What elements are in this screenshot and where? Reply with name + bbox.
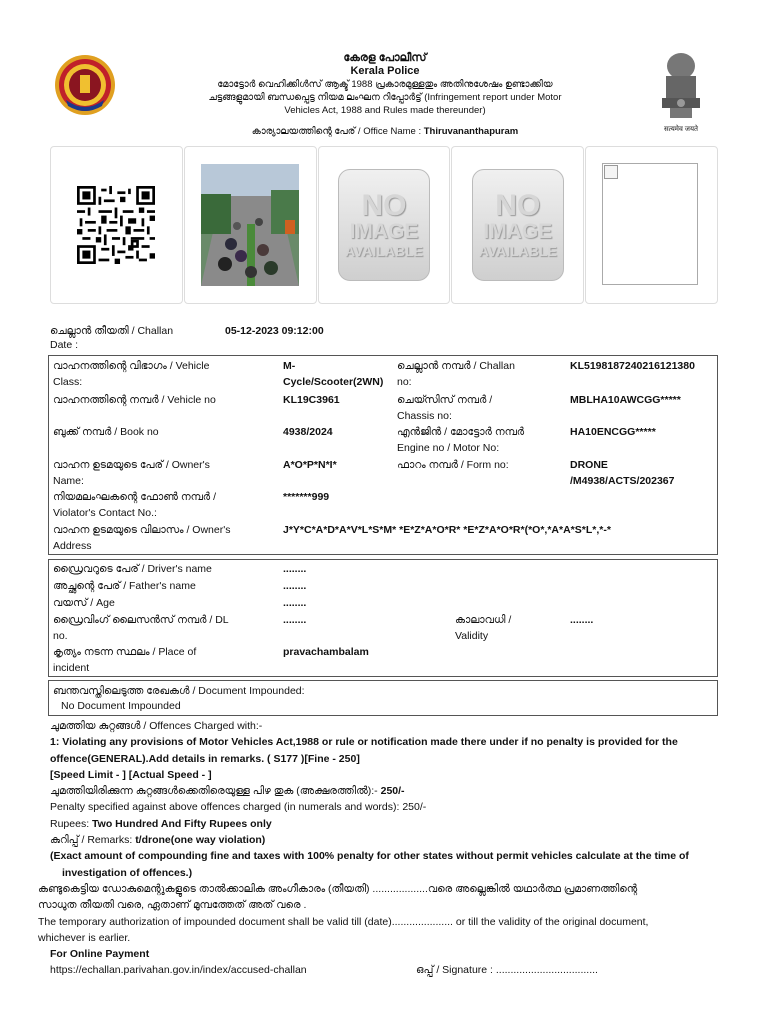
chassis-label-1: ചെയ്സിസ് നമ്പർ / bbox=[397, 394, 493, 406]
offence-item-1-line1: 1: Violating any provisions of Motor Vehicles Act,1988 or rule or notification made there under if no penalty is provided for the bbox=[50, 736, 678, 749]
no-image-text-2: IMAGE bbox=[349, 220, 419, 243]
address-value: J*Y*C*A*D*A*V*L*S*M* *E*Z*A*O*R* *E*Z*A*O*R*(*O*,*A*A*S*L*,*-* bbox=[283, 524, 611, 536]
authorization-ml-1: കണ്ടുകെട്ടിയ ഡോകുമെന്റുകളുടെ താൽക്കാലിക അംഗീകാരം (തീയതി) ...................വരെ അല്ലെങ്കിൽ യഥാർത്ഥ പ്രമാണത്തിന്റെ bbox=[38, 882, 638, 895]
remarks-value: t/drone(one way violation) bbox=[135, 834, 266, 847]
place-value: pravachambalam bbox=[283, 646, 369, 658]
challan-date-label-line1: ചെല്ലാൻ തീയതി / Challan bbox=[50, 325, 174, 337]
vehicle-class-label-2: Class: bbox=[53, 376, 83, 388]
father-name-label: അച്ഛന്റെ പേര് / Father's name bbox=[53, 580, 196, 592]
authorization-ml-2: സാധുത തീയതി വരെ, ഏതാണ് മുമ്പത്തേത് അത് വരെ . bbox=[38, 899, 307, 912]
dl-label-1: ഡ്രൈവിംഗ് ലൈസൻസ് നമ്പർ / DL bbox=[53, 614, 229, 626]
broken-image-icon bbox=[604, 165, 618, 179]
challan-no-label-1: ചെല്ലാൻ നമ്പർ / Challan bbox=[397, 360, 515, 372]
rupees-label: Rupees: bbox=[50, 817, 90, 830]
age-value: ........ bbox=[283, 597, 307, 609]
driver-details-box bbox=[48, 559, 718, 677]
address-label-1: വാഹന ഉടമയുടെ വിലാസം / Owner's bbox=[53, 524, 231, 536]
contact-label-1: നിയമലംഘകന്റെ ഫോൺ നമ്പർ / bbox=[53, 491, 216, 503]
challan-no-label-2: no: bbox=[397, 376, 412, 388]
online-payment-label: For Online Payment bbox=[50, 948, 150, 961]
place-label-1: കൃത്യം നടന്ന സ്ഥലം / Place of bbox=[53, 646, 197, 658]
engine-value: HA10ENCGG***** bbox=[570, 426, 656, 438]
qr-code-cell bbox=[50, 146, 183, 304]
payment-link[interactable]: https://echallan.parivahan.gov.in/index/accused-challan bbox=[50, 964, 307, 976]
note-line2: investigation of offences.) bbox=[62, 866, 193, 879]
challan-no-value: KL5198187240216121380 bbox=[570, 360, 695, 372]
book-no-label: ബുക്ക് നമ്പർ / Book no bbox=[53, 426, 159, 438]
owner-name-value: A*O*P*N*I* bbox=[283, 459, 337, 471]
traffic-photo-cell bbox=[184, 146, 317, 304]
father-name-value: ........ bbox=[283, 580, 307, 592]
contact-value: *******999 bbox=[283, 491, 330, 503]
office-name bbox=[190, 125, 580, 138]
validity-value: ........ bbox=[570, 614, 594, 626]
no-image-placeholder bbox=[472, 169, 564, 281]
traffic-photo[interactable] bbox=[201, 164, 299, 286]
vehicle-details-box bbox=[48, 355, 718, 555]
no-image-text-2: IMAGE bbox=[483, 220, 553, 243]
document-label: ബന്തവസ്തിലെടുത്ത രേഖകൾ / Document Impounded: bbox=[53, 685, 305, 697]
office-value: Thiruvananthapuram bbox=[423, 126, 519, 137]
no-image-text-3: AVAILABLE bbox=[344, 243, 423, 259]
evidence-images bbox=[50, 146, 718, 304]
no-image-text-1: NO bbox=[361, 189, 407, 222]
no-image-text-3: AVAILABLE bbox=[478, 243, 557, 259]
document-header bbox=[0, 48, 768, 143]
vehicle-no-value: KL19C3961 bbox=[283, 394, 340, 406]
address-label-2: Address bbox=[53, 540, 92, 552]
title-malayalam: കേരള പോലീസ് bbox=[343, 52, 427, 64]
no-image-cell-1 bbox=[318, 146, 451, 304]
vehicle-no-label: വാഹനത്തിന്റെ നമ്പർ / Vehicle no bbox=[53, 394, 216, 406]
vehicle-class-value-2: Cycle/Scooter(2WN) bbox=[283, 376, 384, 388]
document-value: No Document Impounded bbox=[61, 700, 181, 712]
age-label: വയസ് / Age bbox=[53, 597, 115, 609]
authorization-en-2: whichever is earlier. bbox=[38, 931, 131, 944]
no-image-text-1: NO bbox=[495, 189, 541, 222]
penalty-ml-label: ചുമത്തിയിരിക്കുന്ന കുറ്റങ്ങൾക്കെതിരെയുള്ള പിഴ തുക (അക്ഷരത്തിൽ):- bbox=[50, 785, 378, 798]
title-english: Kerala Police bbox=[350, 65, 420, 77]
place-label-2: incident bbox=[53, 662, 90, 674]
contact-label-2: Violator's Contact No.: bbox=[53, 507, 157, 519]
document-impounded-box bbox=[48, 680, 718, 716]
driver-name-value: ........ bbox=[283, 563, 307, 575]
owner-name-label-2: Name: bbox=[53, 475, 84, 487]
broken-image-cell bbox=[585, 146, 718, 304]
offences-section bbox=[38, 718, 728, 962]
form-no-value-1: DRONE bbox=[570, 459, 608, 471]
penalty-ml bbox=[48, 783, 728, 799]
rupees-value: Two Hundred And Fifty Rupees only bbox=[92, 817, 272, 830]
form-no-label: ഫാറം നമ്പർ / Form no: bbox=[397, 459, 509, 471]
national-emblem bbox=[656, 50, 706, 134]
validity-label-1: കാലാവധി / bbox=[455, 614, 512, 626]
authorization-en-1: The temporary authorization of impounded document shall be valid till (date)..................... or till the validity of the original document, bbox=[38, 915, 649, 928]
signature-line: ഒപ്പ് / Signature : ................................... bbox=[416, 964, 598, 976]
vehicle-class-value-1: M- bbox=[283, 360, 296, 372]
offence-item-1-line3: [Speed Limit - ] [Actual Speed - ] bbox=[50, 768, 212, 781]
penalty-en: Penalty specified against above offences charged (in numerals and words): 250/- bbox=[50, 801, 427, 814]
office-label: കാര്യാലയത്തിന്റെ പേര് / Office Name : bbox=[251, 126, 422, 137]
no-image-cell-2 bbox=[451, 146, 584, 304]
form-no-value-2: /M4938/ACTS/202367 bbox=[570, 475, 675, 487]
book-no-value: 4938/2024 bbox=[283, 426, 333, 438]
no-image-placeholder bbox=[338, 169, 430, 281]
remarks-row bbox=[48, 832, 728, 848]
dl-label-2: no. bbox=[53, 630, 68, 642]
owner-name-label-1: വാഹന ഉടമയുടെ പേര് / Owner's bbox=[53, 459, 210, 471]
offence-item-1-line2: offence(GENERAL).Add details in remarks. ( S177 )[Fine - 250] bbox=[50, 752, 360, 765]
vehicle-class-label-1: വാഹനത്തിന്റെ വിഭാഗം / Vehicle bbox=[53, 360, 210, 372]
dl-value: ........ bbox=[283, 614, 307, 626]
engine-label-1: എൻജിൻ / മോട്ടോർ നമ്പർ bbox=[397, 426, 525, 438]
subtitle-line3: Vehicles Act, 1988 and Rules made thereunder) bbox=[284, 105, 486, 116]
offences-label: ചുമത്തിയ കുറ്റങ്ങൾ / Offences Charged with:- bbox=[50, 720, 263, 732]
validity-label-2: Validity bbox=[455, 630, 489, 642]
subtitle-line1: മോട്ടോർ വെഹിക്കിൾസ് ആക്ട് 1988 പ്രകാരമുള്ളതും അതിനുശേഷം ഉണ്ടാക്കിയ bbox=[217, 79, 553, 90]
chassis-value: MBLHA10AWCGG***** bbox=[570, 394, 681, 406]
penalty-ml-value: 250/- bbox=[380, 785, 405, 798]
subtitle-line2: ചട്ടങ്ങളുമായി ബന്ധപ്പെട്ട നിയമ ലംഘന റിപ്പോർട്ട് (Infringement report under Motor bbox=[208, 92, 562, 103]
note-line1: (Exact amount of compounding fine and taxes with 100% penalty for other states without permit vehicles calculate at the time of bbox=[50, 850, 689, 863]
chassis-label-2: Chassis no: bbox=[397, 410, 452, 422]
emblem-caption: सत्यमेव जयते bbox=[663, 126, 699, 133]
broken-image[interactable] bbox=[602, 163, 698, 285]
kerala-police-logo bbox=[54, 54, 116, 116]
challan-date-label-line2: Date : bbox=[50, 339, 79, 351]
driver-name-label: ഡ്രൈവറുടെ പേര് / Driver's name bbox=[53, 563, 212, 575]
challan-date-value: 05-12-2023 09:12:00 bbox=[225, 325, 324, 337]
challan-date-label bbox=[50, 324, 210, 352]
qr-code-icon[interactable] bbox=[77, 186, 155, 264]
rupees-row bbox=[48, 816, 728, 832]
remarks-label: കുറിപ്പ് / Remarks: bbox=[50, 834, 133, 847]
engine-label-2: Engine no / Motor No: bbox=[397, 442, 500, 454]
